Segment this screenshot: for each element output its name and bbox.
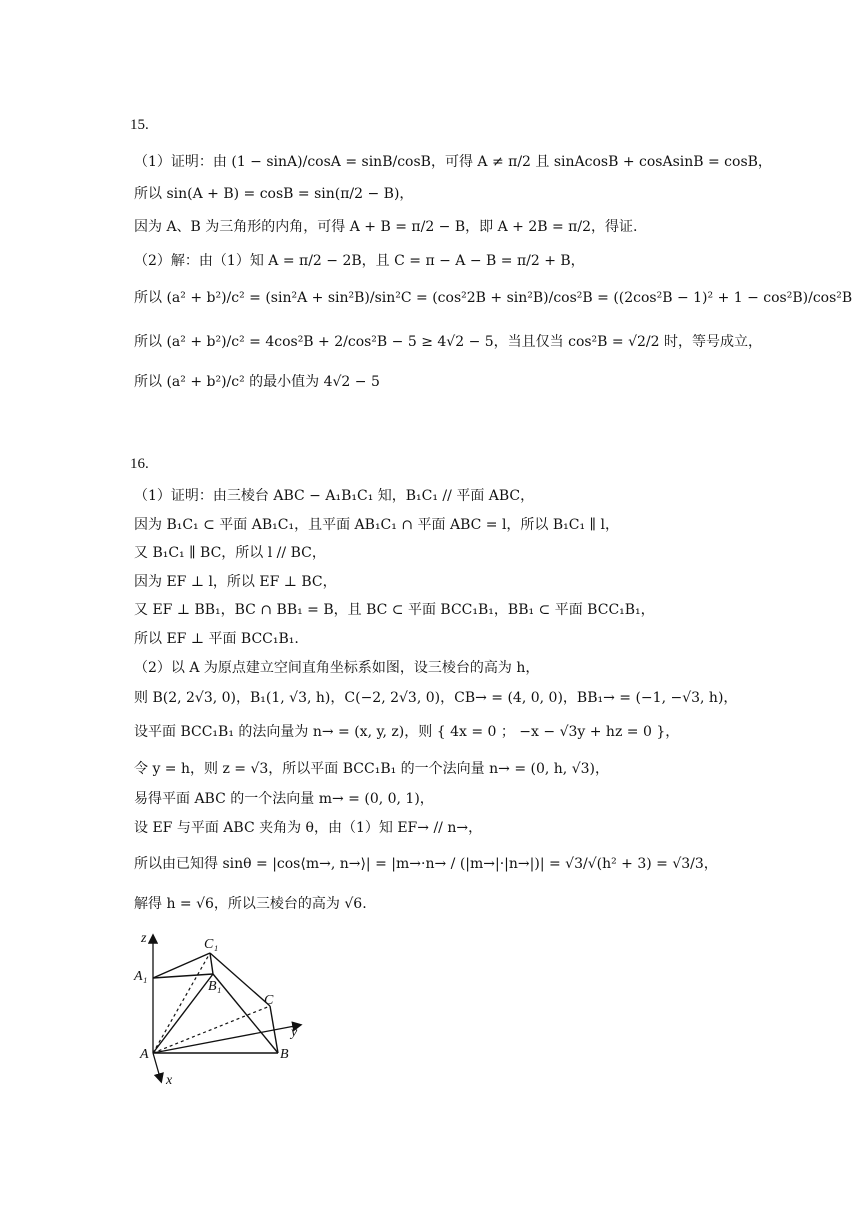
- problem-number: 15.: [130, 117, 149, 133]
- text-line: 因为 A、B 为三角形的内角，可得 A + B = π/2 − B，即 A + 2B = π/2，得证.: [134, 219, 638, 235]
- text-line: 易得平面 ABC 的一个法向量 m→ = (0, 0, 1)，: [134, 791, 434, 807]
- text-line: 因为 EF ⊥ l，所以 EF ⊥ BC，: [134, 574, 337, 590]
- text-line: 解得 h = √6，所以三棱台的高为 √6.: [134, 896, 367, 912]
- text-line: 所以 (a² + b²)/c² 的最小值为 4√2 − 5: [134, 374, 380, 390]
- text-line: 因为 B₁C₁ ⊂ 平面 AB₁C₁，且平面 AB₁C₁ ∩ 平面 ABC = l，所以 B₁C₁ ∥ l，: [134, 517, 619, 533]
- text-line: 又 B₁C₁ ∥ BC，所以 l // BC，: [134, 545, 326, 561]
- frustum-figure: [128, 928, 318, 1088]
- label-c1: C₁: [204, 937, 219, 952]
- label-y: y: [291, 1025, 298, 1040]
- text-line: （1）证明：由三棱台 ABC − A₁B₁C₁ 知，B₁C₁ // 平面 ABC，: [134, 488, 535, 504]
- label-b: B: [280, 1047, 289, 1062]
- text-line: （2）以 A 为原点建立空间直角坐标系如图，设三棱台的高为 h，: [134, 660, 540, 676]
- text-line: 所以 (a² + b²)/c² = 4cos²B + 2/cos²B − 5 ≥ 4√2 − 5，当且仅当 cos²B = √2/2 时，等号成立，: [134, 334, 762, 350]
- text-line: 所以由已知得 sinθ = |cos⟨m→, n→⟩| = |m→·n→ / (|m→|·|n→|)| = √3/√(h² + 3) = √3/3，: [134, 856, 718, 872]
- text-line: 所以 EF ⊥ 平面 BCC₁B₁.: [134, 631, 299, 647]
- label-a1: A₁: [134, 969, 148, 984]
- x-axis: [153, 1053, 161, 1081]
- label-x: x: [166, 1073, 173, 1088]
- text-line: 又 EF ⊥ BB₁，BC ∩ BB₁ = B，且 BC ⊂ 平面 BCC₁B₁，BB₁ ⊂ 平面 BCC₁B₁，: [134, 602, 655, 618]
- text-line: 设平面 BCC₁B₁ 的法向量为 n→ = (x, y, z)，则 { 4x = 0 ； −x − √3y + hz = 0 }，: [134, 724, 680, 740]
- text-line: 所以 (a² + b²)/c² = (sin²A + sin²B)/sin²C = (cos²2B + sin²B)/cos²B = ((2cos²B − 1)² + 1 − cos²B)/cos²B: [134, 290, 853, 306]
- text-line: 令 y = h，则 z = √3，所以平面 BCC₁B₁ 的一个法向量 n→ = (0, h, √3)，: [134, 761, 609, 777]
- text-line: 设 EF 与平面 ABC 夹角为 θ，由（1）知 EF→ // n→，: [134, 820, 483, 836]
- edge-ac1: [153, 953, 210, 1053]
- text-line: （1）证明：由 (1 − sinA)/cosA = sinB/cosB，可得 A ≠ π/2 且 sinAcosB + cosAsinB = cosB，: [134, 154, 772, 170]
- problem-number: 16.: [130, 456, 149, 472]
- label-b1: B₁: [208, 979, 222, 994]
- label-a: A: [140, 1047, 149, 1062]
- label-z: z: [141, 931, 147, 946]
- text-line: （2）解：由（1）知 A = π/2 − 2B，且 C = π − A − B = π/2 + B，: [134, 253, 585, 269]
- text-line: 所以 sin(A + B) = cosB = sin(π/2 − B)，: [134, 186, 414, 202]
- text-line: 则 B(2, 2√3, 0)，B₁(1, √3, h)，C(−2, 2√3, 0)，CB→ = (4, 0, 0)，BB₁→ = (−1, −√3, h)，: [134, 690, 738, 706]
- label-c: C: [264, 993, 274, 1008]
- edge-b1b: [213, 974, 278, 1053]
